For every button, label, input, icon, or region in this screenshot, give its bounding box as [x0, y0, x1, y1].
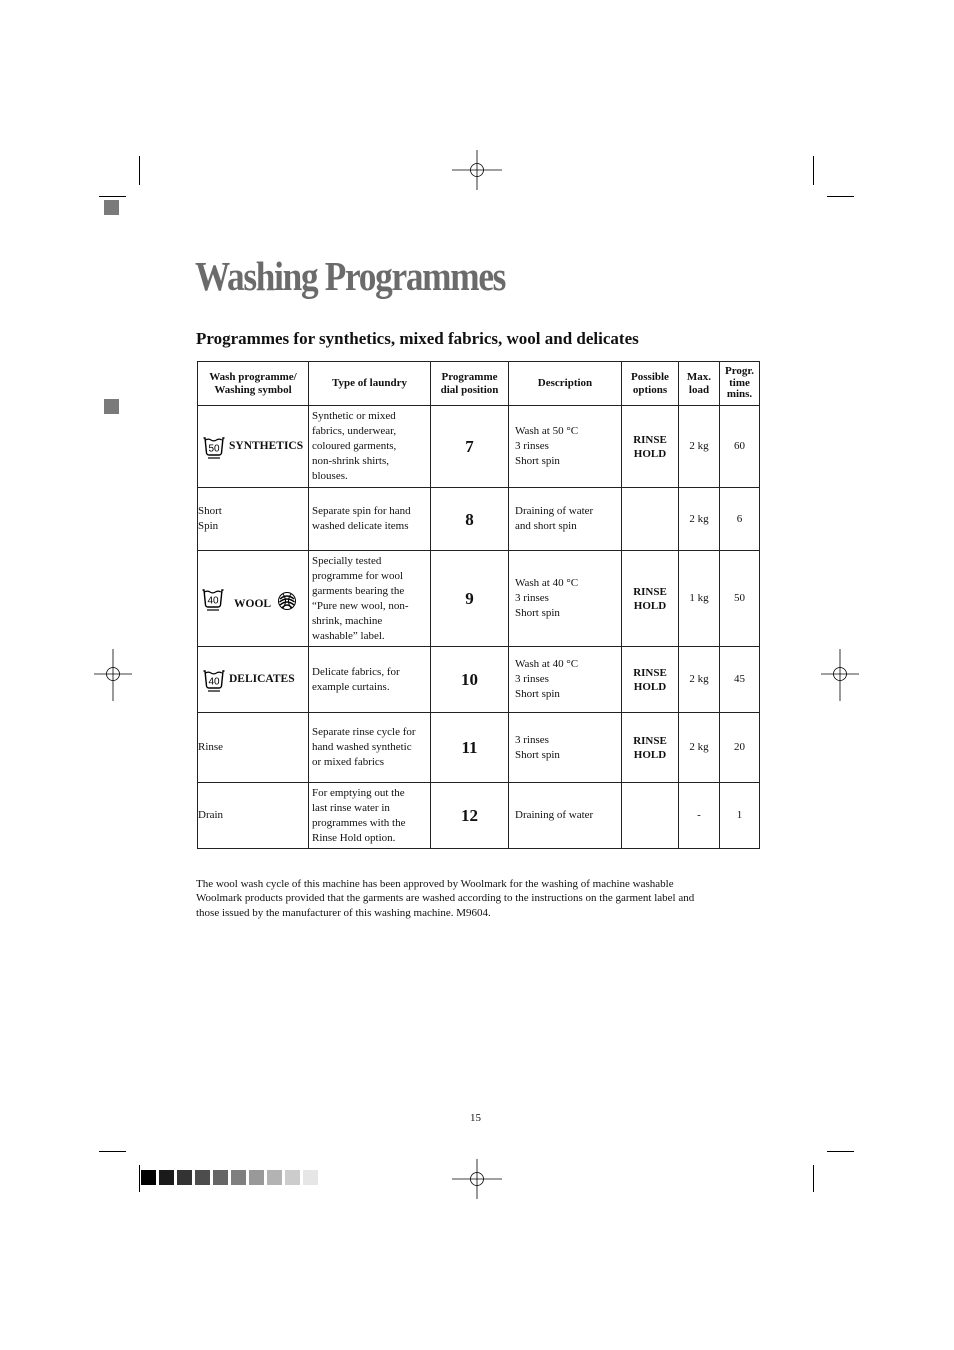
description-cell: Wash at 40 °C 3 rinses Short spin: [509, 551, 622, 647]
laundry-type-cell: Specially tested programme for wool garments bearing the “Pure new wool, non- shrink, machine washable” label.: [309, 551, 431, 647]
table-row: [198, 488, 760, 551]
color-swatch: [141, 1170, 156, 1185]
header-description: Description: [509, 362, 622, 406]
crop-mark: [813, 156, 814, 185]
laundry-type-cell: Synthetic or mixed fabrics, underwear, coloured garments, non-shrink shirts, blouses.: [309, 406, 431, 488]
laundry-type-cell: For emptying out the last rinse water in programmes with the Rinse Hold option.: [309, 783, 431, 849]
crop-mark: [99, 1151, 126, 1152]
description-cell: Wash at 50 °C 3 rinses Short spin: [509, 406, 622, 488]
table-row: [198, 406, 760, 488]
washtub-icon: [202, 668, 226, 692]
time-cell: 60: [720, 406, 760, 488]
programme-table: [197, 361, 760, 849]
table-header-row: [198, 362, 760, 406]
crop-mark: [139, 1165, 140, 1192]
max-load-cell: -: [679, 783, 720, 849]
options-cell: RINSE HOLD: [622, 713, 679, 783]
svg-text:40: 40: [208, 676, 220, 687]
color-swatch: [213, 1170, 228, 1185]
page-number: 15: [470, 1112, 481, 1124]
max-load-cell: 1 kg: [679, 551, 720, 647]
programme-cell: [198, 551, 309, 647]
dial-position-cell: 7: [431, 406, 509, 488]
registration-crosshair-icon: [819, 649, 863, 701]
color-swatch: [159, 1170, 174, 1185]
max-load-cell: 2 kg: [679, 488, 720, 551]
registration-crosshair-icon: [92, 649, 136, 701]
color-bar: [141, 1170, 318, 1185]
color-swatch: [303, 1170, 318, 1185]
washtub-icon: [201, 587, 225, 611]
header-load: Max. load: [679, 362, 720, 406]
registration-crosshair-icon: [452, 1155, 502, 1205]
time-cell: 1: [720, 783, 760, 849]
table-row: [198, 713, 760, 783]
crop-mark: [827, 1151, 854, 1152]
dial-position-cell: 9: [431, 551, 509, 647]
gray-marker: [104, 200, 119, 215]
description-cell: Draining of water: [509, 783, 622, 849]
programme-cell: Short Spin: [198, 488, 309, 551]
color-swatch: [249, 1170, 264, 1185]
svg-text:50: 50: [208, 443, 220, 454]
header-type: Type of laundry: [309, 362, 431, 406]
time-cell: 6: [720, 488, 760, 551]
dial-position-cell: 10: [431, 647, 509, 713]
section-subtitle: Programmes for synthetics, mixed fabrics, wool and delicates: [196, 329, 639, 348]
programme-name: DELICATES: [229, 673, 295, 685]
max-load-cell: 2 kg: [679, 647, 720, 713]
dial-position-cell: 12: [431, 783, 509, 849]
color-swatch: [285, 1170, 300, 1185]
color-swatch: [231, 1170, 246, 1185]
woolmark-icon: [277, 591, 297, 611]
page-title: Washing Programmes: [195, 253, 506, 299]
programme-name: WOOL: [234, 598, 272, 610]
options-cell: [622, 783, 679, 849]
time-cell: 50: [720, 551, 760, 647]
options-cell: RINSE HOLD: [622, 647, 679, 713]
options-cell: [622, 488, 679, 551]
color-swatch: [267, 1170, 282, 1185]
dial-position-cell: 8: [431, 488, 509, 551]
color-swatch: [177, 1170, 192, 1185]
crop-mark: [99, 196, 126, 197]
description-cell: 3 rinses Short spin: [509, 713, 622, 783]
color-swatch: [195, 1170, 210, 1185]
header-options: Possible options: [622, 362, 679, 406]
programme-cell: Rinse: [198, 713, 309, 783]
table-row: [198, 783, 760, 849]
laundry-type-cell: Separate rinse cycle for hand washed synthetic or mixed fabrics: [309, 713, 431, 783]
crop-mark: [139, 156, 140, 185]
table-row: [198, 647, 760, 713]
header-dial: Programme dial position: [431, 362, 509, 406]
laundry-type-cell: Separate spin for hand washed delicate items: [309, 488, 431, 551]
options-cell: RINSE HOLD: [622, 406, 679, 488]
woolmark-note: The wool wash cycle of this machine has been approved by Woolmark for the washing of machine washable Woolmark products provided that the garments are washed according to the instructions on the garment label and those issued by the manufacturer of this washing machine. M9604.: [196, 878, 695, 919]
programme-cell: [198, 647, 309, 713]
max-load-cell: 2 kg: [679, 406, 720, 488]
header-programme: Wash programme/ Washing symbol: [198, 362, 309, 406]
time-cell: 20: [720, 713, 760, 783]
header-time: Progr. time mins.: [720, 362, 760, 406]
registration-crosshair-icon: [452, 146, 502, 196]
gray-marker: [104, 399, 119, 414]
dial-position-cell: 11: [431, 713, 509, 783]
laundry-type-cell: Delicate fabrics, for example curtains.: [309, 647, 431, 713]
programme-cell: [198, 406, 309, 488]
crop-mark: [813, 1165, 814, 1192]
time-cell: 45: [720, 647, 760, 713]
crop-mark: [827, 196, 854, 197]
max-load-cell: 2 kg: [679, 713, 720, 783]
programme-name: SYNTHETICS: [229, 440, 304, 452]
washtub-icon: [202, 435, 226, 459]
svg-text:40: 40: [207, 595, 219, 607]
table-row: [198, 551, 760, 647]
description-cell: Wash at 40 °C 3 rinses Short spin: [509, 647, 622, 713]
description-cell: Draining of water and short spin: [509, 488, 622, 551]
programme-cell: Drain: [198, 783, 309, 849]
options-cell: RINSE HOLD: [622, 551, 679, 647]
